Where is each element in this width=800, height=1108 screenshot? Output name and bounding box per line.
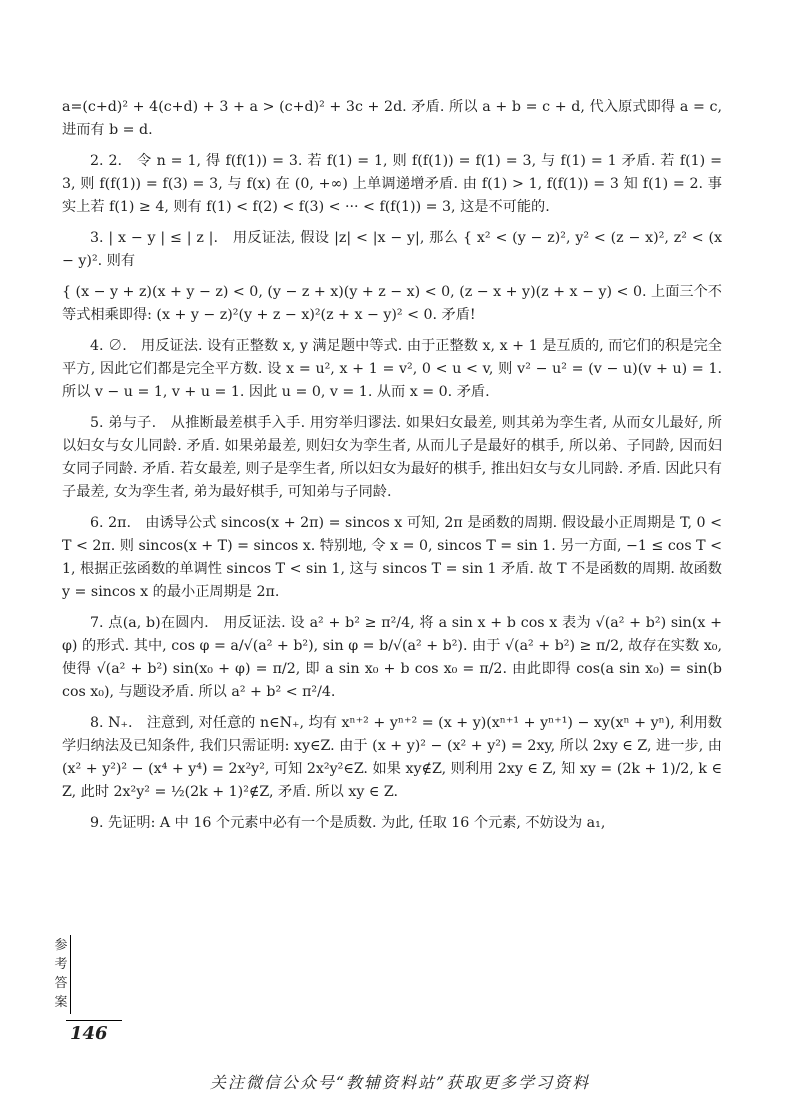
- sidebar-char: 答: [54, 976, 68, 991]
- answer-3-part-1: 3. | x − y | ≤ | z |. 用反证法, 假设 |z| < |x − y|, 那么 { x² < (y − z)², y² < (z − x)², z² < (x − y)². 则有: [62, 230, 722, 269]
- footer-watermark: 关注微信公众号“教辅资料站”获取更多学习资料: [209, 1073, 591, 1092]
- sidebar-char: 考: [54, 957, 68, 972]
- answer-8: 8. N₊. 注意到, 对任意的 n∈N₊, 均有 xⁿ⁺² + yⁿ⁺² = (x + y)(xⁿ⁺¹ + yⁿ⁺¹) − xy(xⁿ + yⁿ), 利用数学归纳法及已知条件, 我们只需证明: xy∈Z. 由于 (x + y)² − (x² + y²) = 2xy, 所以 2xy ∈ Z, 进一步, 由 (x² + y²)² − (x⁴ + y⁴) = 2x²y², 可知 2x²y²∈Z. 如果 xy∉Z, 则利用 2xy ∈ Z, 知 xy = (2k + 1)/2, k ∈ Z, 此时 2x²y² = ½(2k + 1)²∉Z, 矛盾. 所以 xy ∈ Z.: [62, 715, 722, 800]
- answer-2: 2. 2. 令 n = 1, 得 f(f(1)) = 3. 若 f(1) = 1, 则 f(f(1)) = f(1) = 3, 与 f(1) = 1 矛盾. 若 f(1) = 3, 则 f(f(1)) = f(3) = 3, 与 f(x) 在 (0, +∞) 上单调递增矛盾. 由 f(1) > 1, f(f(1)) = 3 知 f(1) = 2. 事实上若 f(1) ≥ 4, 则有 f(1) < f(2) < f(3) < ··· < f(f(1)) = 3, 这是不可能的.: [62, 153, 722, 215]
- answer-page-body: [62, 96, 722, 843]
- page-number: 146: [70, 1023, 108, 1044]
- answer-7: 7. 点(a, b)在圆内. 用反证法. 设 a² + b² ≥ π²/4, 将 a sin x + b cos x 表为 √(a² + b²) sin(x + φ) 的形式. 其中, cos φ = a/√(a² + b²), sin φ = b/√(a² + b²). 由于 √(a² + b²) ≥ π/2, 故存在实数 x₀, 使得 √(a² + b²) sin(x₀ + φ) = π/2, 即 a sin x₀ + b cos x₀ = π/2. 由此即得 cos(a sin x₀) = sin(b cos x₀), 与题设矛盾. 所以 a² + b² < π²/4.: [62, 615, 722, 700]
- answer-6: 6. 2π. 由诱导公式 sincos(x + 2π) = sincos x 可知, 2π 是函数的周期. 假设最小正周期是 T, 0 < T < 2π. 则 sincos(x + T) = sincos x. 特别地, 令 x = 0, sincos T = sin 1. 另一方面, −1 ≤ cos T < 1, 根据正弦函数的单调性 sincos T < sin 1, 这与 sincos T = sin 1 矛盾. 故 T 不是函数的周期. 故函数 y = sincos x 的最小正周期是 2π.: [62, 515, 722, 600]
- sidebar-char: 案: [54, 995, 68, 1010]
- sidebar-char: 参: [54, 938, 68, 953]
- answer-9: 9. 先证明: A 中 16 个元素中必有一个是质数. 为此, 任取 16 个元素, 不妨设为 a₁,: [90, 815, 606, 831]
- answer-5: 5. 弟与子. 从推断最差棋手入手. 用穷举归谬法. 如果妇女最差, 则其弟为孪生者, 从而女儿最好, 所以妇女与女儿同龄. 矛盾. 如果弟最差, 则妇女为孪生者, 从而儿子是最好的棋手, 所以弟、子同龄, 因而妇女同子同龄. 矛盾. 若女最差, 则子是孪生者, 所以妇女为最好的棋手, 推出妇女与女儿同龄. 矛盾. 因此只有子最差, 女为孪生者, 弟为最好棋手, 可知弟与子同龄.: [62, 415, 722, 500]
- paragraph-1-continuation: a=(c+d)² + 4(c+d) + 3 + a > (c+d)² + 3c + 2d. 矛盾. 所以 a + b = c + d, 代入原式即得 a = c, 进而有 b = d.: [62, 99, 722, 138]
- answer-3-part-2: { (x − y + z)(x + y − z) < 0, (y − z + x)(y + z − x) < 0, (z − x + y)(z + x − y) < 0. 上面三个不等式相乘即得: (x + y − z)²(y + z − x)²(z + x − y)² < 0. 矛盾!: [62, 284, 722, 323]
- answer-4: 4. ∅. 用反证法. 设有正整数 x, y 满足题中等式. 由于正整数 x, x + 1 是互质的, 而它们的积是完全平方, 因此它们都是完全平方数. 设 x = u², x + 1 = v², 0 < u < v, 则 v² − u² = (v − u)(v + u) = 1. 所以 v − u = 1, v + u = 1. 因此 u = 0, v = 1. 从而 x = 0. 矛盾.: [62, 338, 722, 400]
- section-sidebar-label: [52, 935, 71, 1014]
